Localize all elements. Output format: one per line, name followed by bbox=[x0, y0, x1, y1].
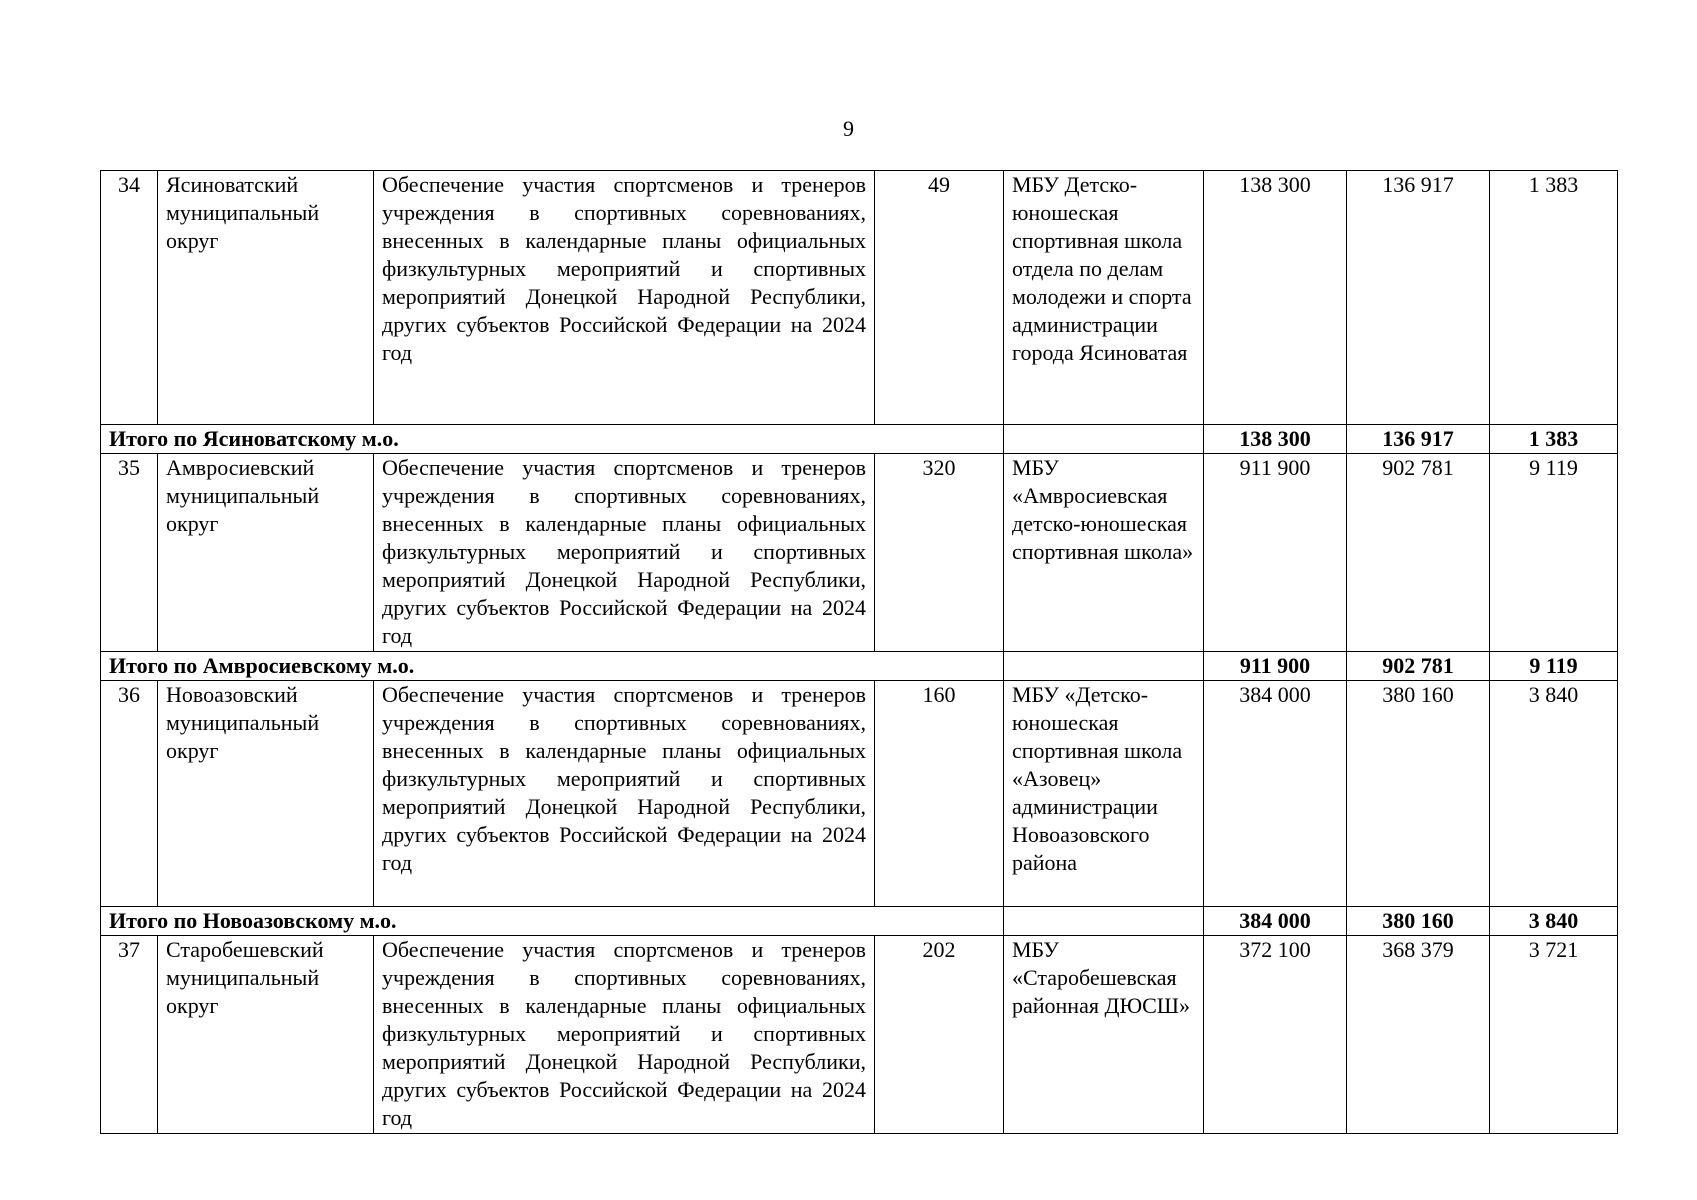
subtotal-empty bbox=[1004, 652, 1204, 681]
activity-description: Обеспечение участия спортсменов и тренеров учреждения в спортивных соревнованиях, внесенных в календарные планы официальных физкультурных мероприятий и спортивных мероприятий Донецкой Народной Республики, других субъектов Российской Федерации на 2024 год bbox=[374, 454, 875, 652]
row-number: 35 bbox=[101, 454, 158, 652]
institution-name: МБУ «Амвросиевская детско-юношеская спортивная школа» bbox=[1004, 454, 1204, 652]
amount-total: 372 100 bbox=[1204, 936, 1347, 1134]
participant-count: 202 bbox=[875, 936, 1004, 1134]
subtotal-empty bbox=[1004, 907, 1204, 936]
amount-total: 138 300 bbox=[1204, 171, 1347, 425]
amount-total: 911 900 bbox=[1204, 454, 1347, 652]
institution-name: МБУ «Старобешевская районная ДЮСШ» bbox=[1004, 936, 1204, 1134]
subtotal-label: Итого по Ясиноватскому м.о. bbox=[101, 425, 1004, 454]
subtotal-part2: 3 840 bbox=[1490, 907, 1618, 936]
activity-description: Обеспечение участия спортсменов и тренеров учреждения в спортивных соревнованиях, внесенных в календарные планы официальных физкультурных мероприятий и спортивных мероприятий Донецкой Народной Республики, других субъектов Российской Федерации на 2024 год bbox=[374, 171, 875, 425]
district-name: Новоазовский муниципальный округ bbox=[158, 681, 374, 907]
subtotal-part2: 1 383 bbox=[1490, 425, 1618, 454]
table-row bbox=[101, 681, 1618, 907]
subtotal-label: Итого по Новоазовскому м.о. bbox=[101, 907, 1004, 936]
amount-part1: 380 160 bbox=[1347, 681, 1490, 907]
subtotal-empty bbox=[1004, 425, 1204, 454]
district-name: Старобешевский муниципальный округ bbox=[158, 936, 374, 1134]
amount-part2: 1 383 bbox=[1490, 171, 1618, 425]
district-name: Ясиноватский муниципальный округ bbox=[158, 171, 374, 425]
participant-count: 160 bbox=[875, 681, 1004, 907]
activity-description: Обеспечение участия спортсменов и тренеров учреждения в спортивных соревнованиях, внесенных в календарные планы официальных физкультурных мероприятий и спортивных мероприятий Донецкой Народной Республики, других субъектов Российской Федерации на 2024 год bbox=[374, 936, 875, 1134]
participant-count: 320 bbox=[875, 454, 1004, 652]
budget-table bbox=[100, 170, 1618, 1134]
subtotal-part1: 380 160 bbox=[1347, 907, 1490, 936]
subtotal-total: 384 000 bbox=[1204, 907, 1347, 936]
subtotal-row bbox=[101, 907, 1618, 936]
amount-part2: 9 119 bbox=[1490, 454, 1618, 652]
subtotal-row bbox=[101, 425, 1618, 454]
amount-part2: 3 840 bbox=[1490, 681, 1618, 907]
amount-part1: 902 781 bbox=[1347, 454, 1490, 652]
subtotal-label: Итого по Амвросиевскому м.о. bbox=[101, 652, 1004, 681]
table-row bbox=[101, 936, 1618, 1134]
subtotal-part1: 136 917 bbox=[1347, 425, 1490, 454]
subtotal-part1: 902 781 bbox=[1347, 652, 1490, 681]
row-number: 34 bbox=[101, 171, 158, 425]
row-number: 36 bbox=[101, 681, 158, 907]
participant-count: 49 bbox=[875, 171, 1004, 425]
amount-part1: 136 917 bbox=[1347, 171, 1490, 425]
subtotal-total: 911 900 bbox=[1204, 652, 1347, 681]
subtotal-part2: 9 119 bbox=[1490, 652, 1618, 681]
table-row bbox=[101, 171, 1618, 425]
institution-name: МБУ «Детско-юношеская спортивная школа «Азовец» администрации Новоазовского района bbox=[1004, 681, 1204, 907]
subtotal-total: 138 300 bbox=[1204, 425, 1347, 454]
amount-part1: 368 379 bbox=[1347, 936, 1490, 1134]
amount-total: 384 000 bbox=[1204, 681, 1347, 907]
institution-name: МБУ Детско-юношеская спортивная школа отдела по делам молодежи и спорта администрации города Ясиноватая bbox=[1004, 171, 1204, 425]
district-name: Амвросиевский муниципальный округ bbox=[158, 454, 374, 652]
row-number: 37 bbox=[101, 936, 158, 1134]
activity-description: Обеспечение участия спортсменов и тренеров учреждения в спортивных соревнованиях, внесенных в календарные планы официальных физкультурных мероприятий и спортивных мероприятий Донецкой Народной Республики, других субъектов Российской Федерации на 2024 год bbox=[374, 681, 875, 907]
table-row bbox=[101, 454, 1618, 652]
amount-part2: 3 721 bbox=[1490, 936, 1618, 1134]
page-number: 9 bbox=[843, 116, 854, 141]
subtotal-row bbox=[101, 652, 1618, 681]
